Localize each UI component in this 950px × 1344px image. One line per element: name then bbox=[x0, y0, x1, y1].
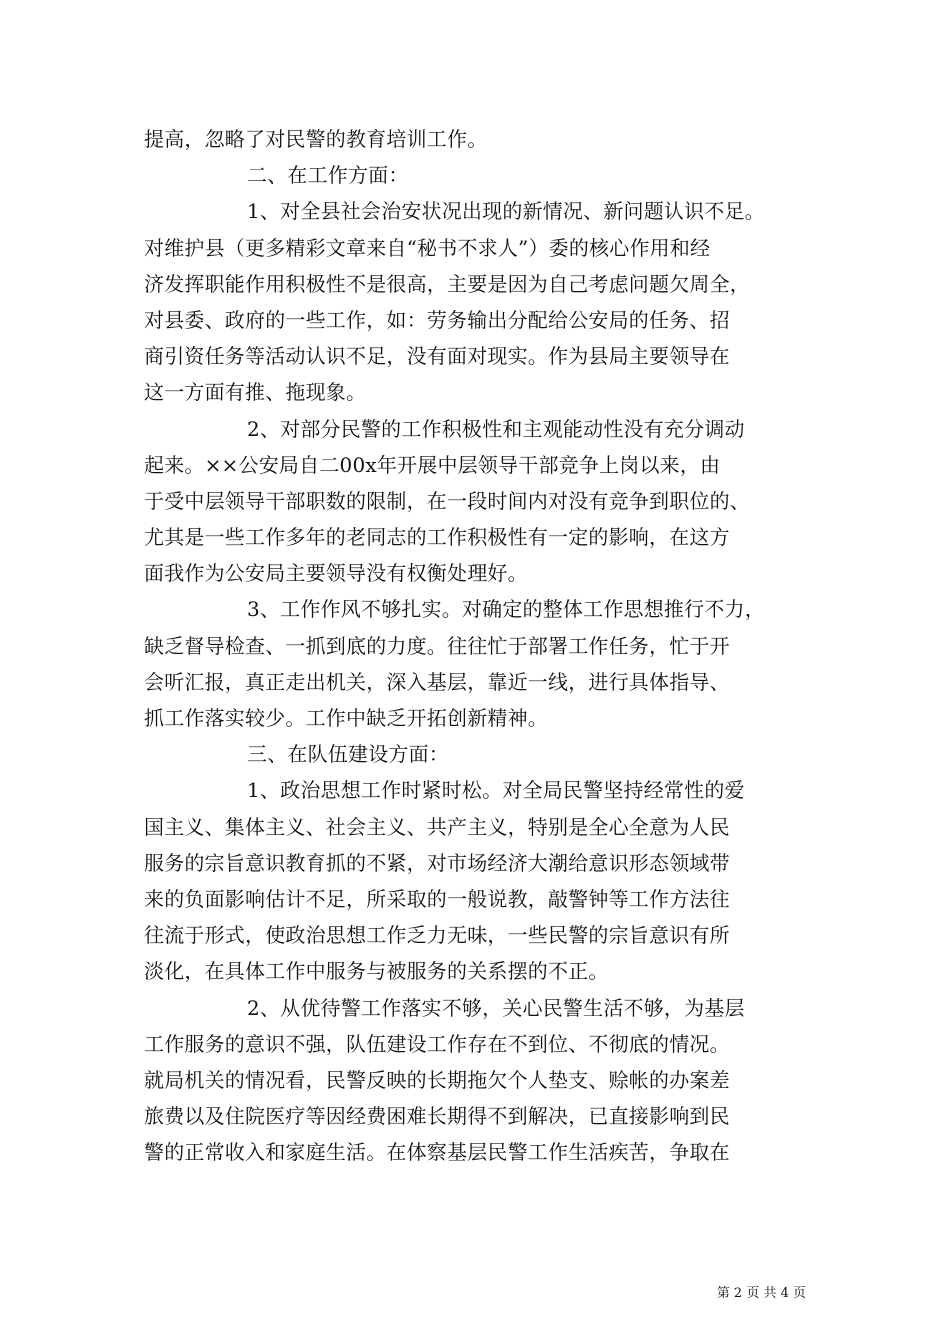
text-line: 起来。××公安局自二00x年开展中层领导干部竞争上岗以来，由 bbox=[144, 452, 721, 477]
text-line: 国主义、集体主义、社会主义、共产主义，特别是全心全意为人民 bbox=[144, 814, 730, 839]
text-line: 面我作为公安局主要领导没有权衡处理好。 bbox=[144, 561, 528, 586]
text-line: 对维护县（更多精彩文章来自“秘书不求人”）委的核心作用和经 bbox=[144, 235, 711, 260]
text-line: 缺乏督导检查、一抓到底的力度。往往忙于部署工作任务，忙于开 bbox=[144, 633, 730, 658]
text-line: 服务的宗旨意识教育抓的不紧，对市场经济大潮给意识形态领域带 bbox=[144, 850, 730, 875]
text-line: 济发挥职能作用积极性不是很高，主要是因为自己考虑问题欠周全， bbox=[144, 271, 750, 296]
text-line: 警的正常收入和家庭生活。在体察基层民警工作生活疾苦，争取在 bbox=[144, 1140, 730, 1165]
text-line: 往流于形式，使政治思想工作乏力无味，一些民警的宗旨意识有所 bbox=[144, 923, 730, 948]
text-line: 提高，忽略了对民警的教育培训工作。 bbox=[144, 127, 488, 151]
text-line: 来的负面影响估计不足，所采取的一般说教，敲警钟等工作方法往 bbox=[144, 886, 730, 911]
text-line: 工作服务的意识不强，队伍建设工作存在不到位、不彻底的情况。 bbox=[144, 1031, 730, 1056]
document-body bbox=[144, 121, 816, 1170]
text-line: 对县委、政府的一些工作，如：劳务输出分配给公安局的任务、招 bbox=[144, 307, 730, 332]
text-line: 淡化，在具体工作中服务与被服务的关系摆的不正。 bbox=[144, 959, 609, 984]
text-line: 2、从优待警工作落实不够，关心民警生活不够，为基层 bbox=[247, 995, 745, 1020]
text-line: 旅费以及住院医疗等因经费困难长期得不到解决，已直接影响到民 bbox=[144, 1104, 730, 1129]
page-number-label: 第 2 页 共 4 页 bbox=[716, 1286, 806, 1301]
text-line: 1、对全县社会治安状况出现的新情况、新问题认识不足。 bbox=[247, 199, 765, 224]
text-line: 商引资任务等活动认识不足，没有面对现实。作为县局主要领导在 bbox=[144, 344, 730, 369]
text-line: 这一方面有推、拖现象。 bbox=[144, 380, 367, 405]
text-line: 于受中层领导干部职数的限制，在一段时间内对没有竞争到职位的、 bbox=[144, 488, 750, 513]
text-line: 会听汇报，真正走出机关，深入基层，靠近一线，进行具体指导、 bbox=[144, 669, 730, 694]
text-line: 2、对部分民警的工作积极性和主观能动性没有充分调动 bbox=[247, 416, 745, 441]
text-line: 就局机关的情况看，民警反映的长期拖欠个人垫支、赊帐的办案差 bbox=[144, 1067, 730, 1092]
section-heading: 三、在队伍建设方面： bbox=[247, 742, 449, 767]
page-number-footer bbox=[717, 1285, 806, 1303]
text-line: 1、政治思想工作时紧时松。对全局民警坚持经常性的爱 bbox=[247, 778, 745, 803]
text-line: 抓工作落实较少。工作中缺乏开拓创新精神。 bbox=[144, 706, 548, 730]
text-line: 3、工作作风不够扎实。对确定的整体工作思想推行不力， bbox=[247, 597, 765, 622]
text-line: 尤其是一些工作多年的老同志的工作积极性有一定的影响，在这方 bbox=[144, 525, 730, 550]
section-heading: 二、在工作方面： bbox=[247, 163, 409, 188]
